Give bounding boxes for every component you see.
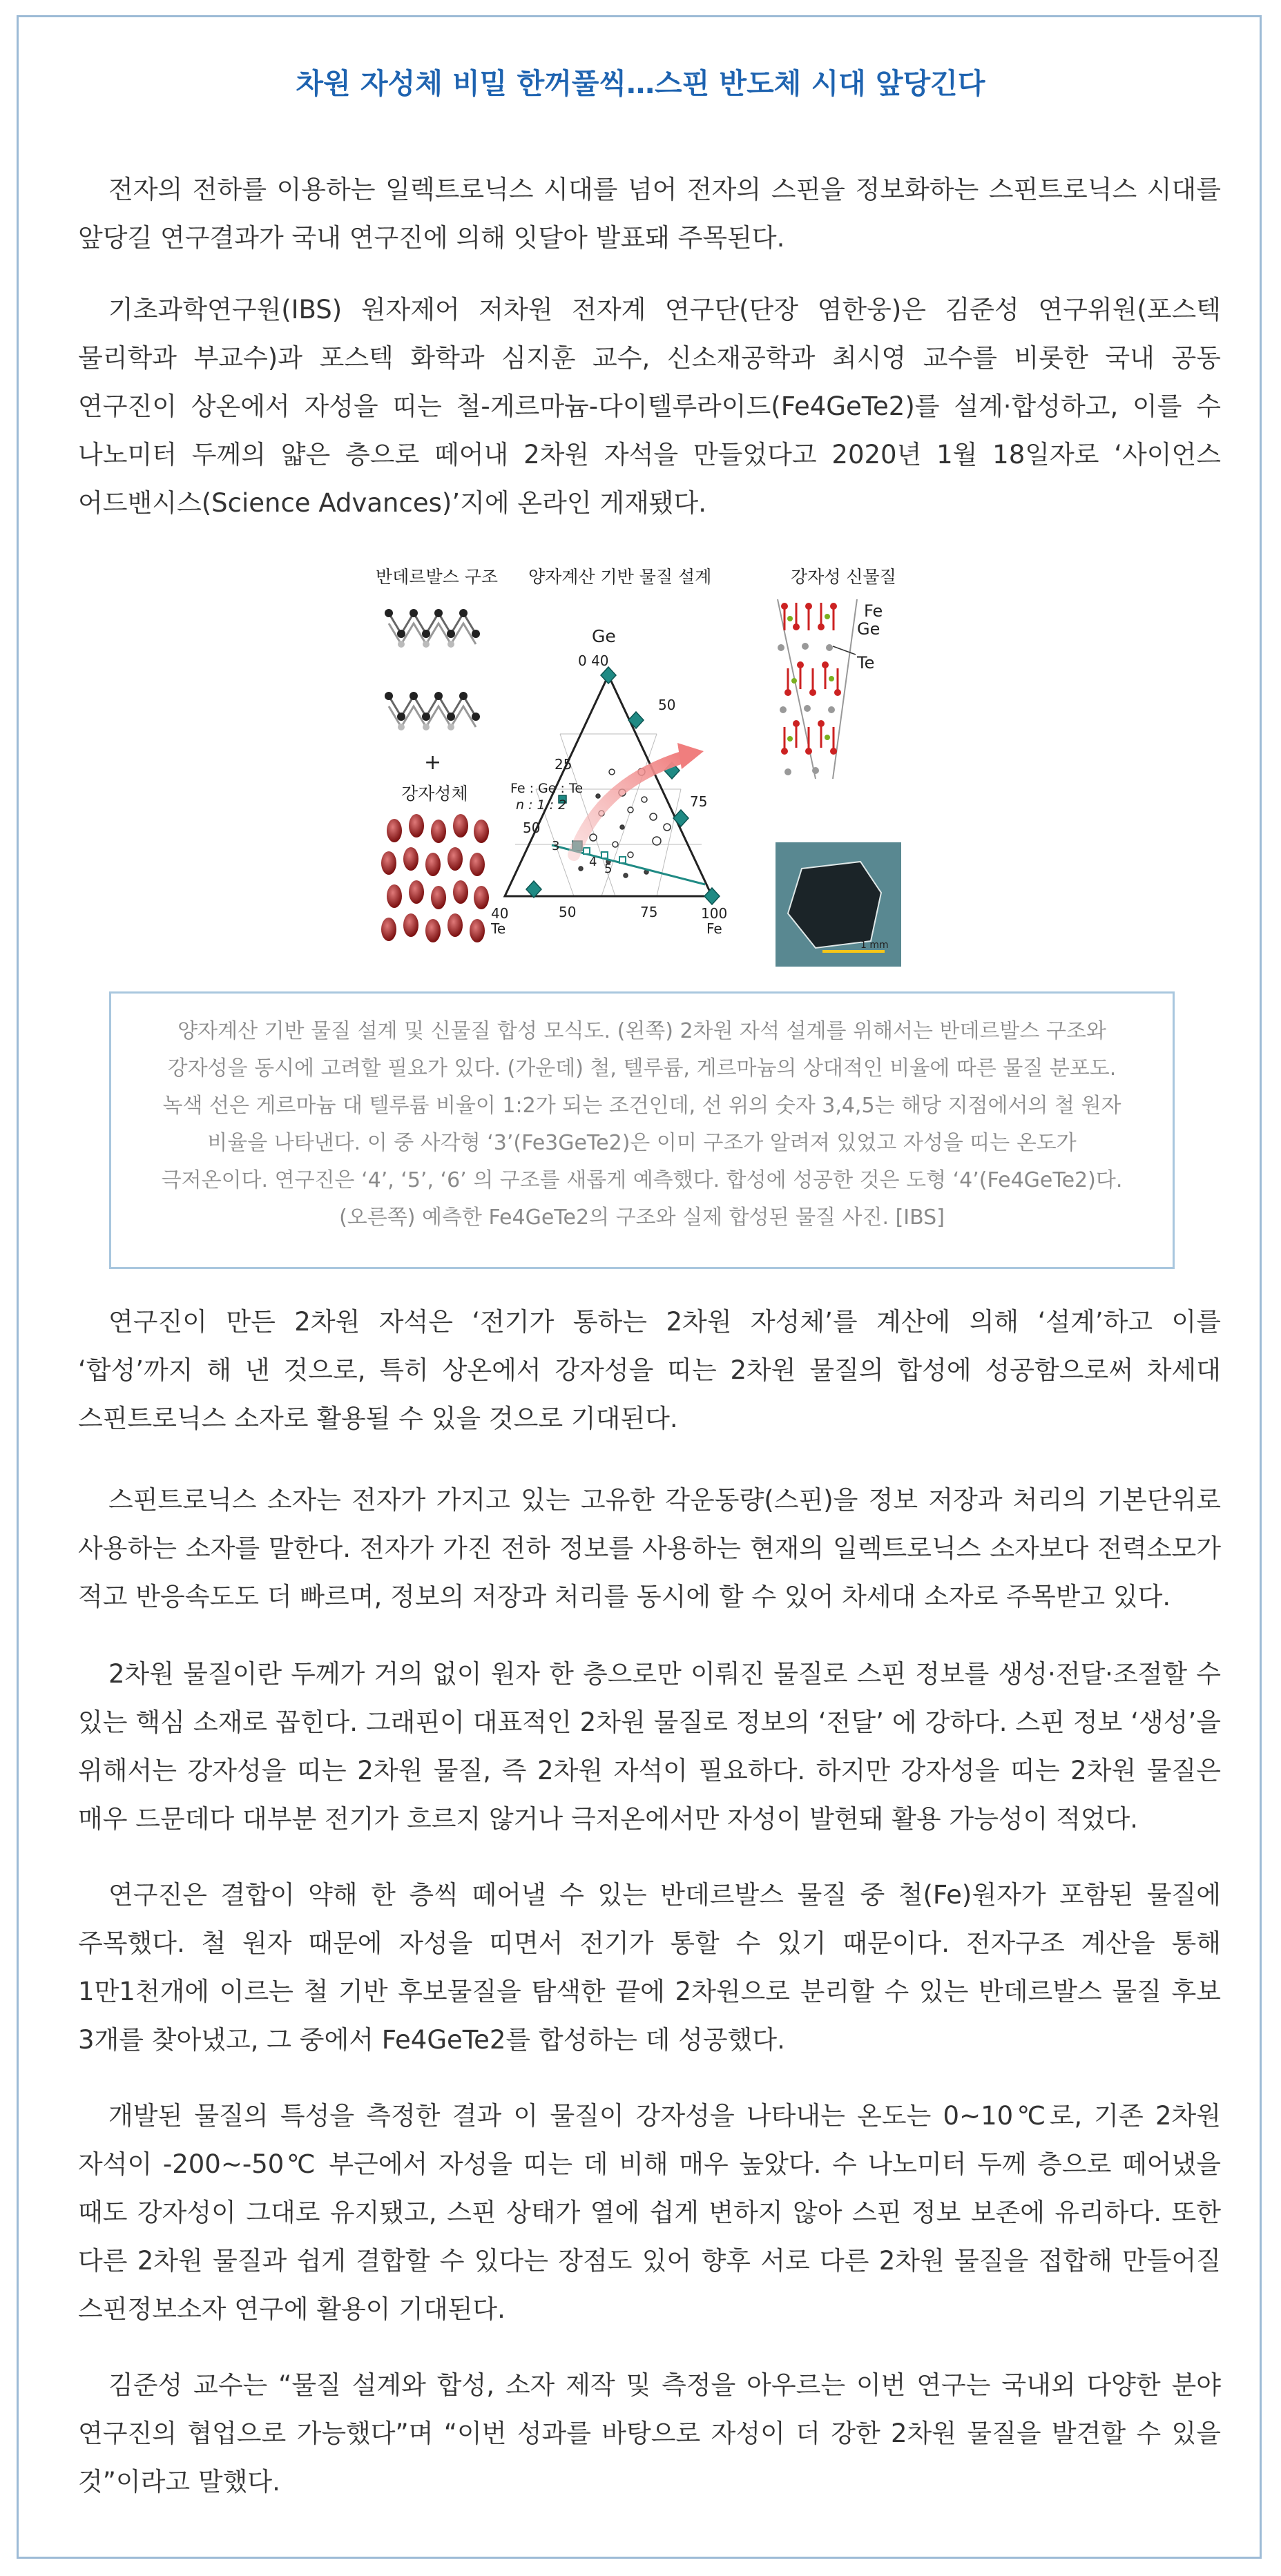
tick-75-right: 75 xyxy=(690,793,708,810)
paragraph-3: 연구진이 만든 2차원 자석은 ‘전기가 통하는 2차원 자성체’를 계산에 의해 ‘설계’하고 이를 ‘합성’까지 해 낸 것으로, 특히 상온에서 강자성을 띠는 2차원 물질의 합성에 성공함으로써 차세대 스핀트로닉스 소자로 활용될 수 있을 것으로 기대된다. xyxy=(78,1307,1221,1433)
ternary-top-values: 0 40 xyxy=(578,652,609,669)
legend-fe: Fe xyxy=(864,601,883,621)
paragraph-4: 스핀트로닉스 소자는 전자가 가지고 있는 고유한 각운동량(스핀)을 정보 저장과 처리의 기본단위로 사용하는 소자를 말한다. 전자가 가진 전하 정보를 사용하는 현재의 일렉트로닉스 소자보다 전력소모가 적고 반응속도도 더 빠르며, 정보의 저장과 처리를 동시에 할 수 있어 차세대 소자로 주목받고 있다. xyxy=(78,1485,1221,1611)
corner-te: Te xyxy=(491,920,506,937)
tick-50-right: 50 xyxy=(658,697,676,713)
tick-50-left: 50 xyxy=(523,820,541,836)
legend-te: Te xyxy=(857,653,875,672)
spin-array xyxy=(381,814,489,942)
caption-line: (오른쪽) 예측한 Fe4GeTe2의 구조와 실제 합성된 물질 사진. [IBS] xyxy=(339,1205,945,1230)
plus-sign: + xyxy=(424,750,442,775)
legend-te-pointer xyxy=(833,646,856,655)
caption-line: 극저온이다. 연구진은 ‘4’, ‘5’, ‘6’ 의 구조를 새롭게 예측했다. 합성에 성공한 것은 도형 ‘4’(Fe4GeTe2)다. xyxy=(161,1168,1123,1192)
caption-line: 녹색 선은 게르마늄 대 텔루륨 비율이 1:2가 되는 조건인데, 선 위의 숫자 3,4,5는 해당 지점에서의 철 원자 xyxy=(162,1094,1121,1118)
materials-design-figure xyxy=(374,565,905,972)
crystal-structure xyxy=(778,599,857,779)
caption-line: 강자성을 동시에 고려할 필요가 있다. (가운데) 철, 텔루륨, 게르마늄의 상대적인 비율에 따른 물질 분포도. xyxy=(167,1056,1117,1081)
corner-te-value: 40 xyxy=(491,905,509,922)
figure-caption xyxy=(109,991,1175,1269)
point-5: 5 xyxy=(604,862,613,876)
label-new-ferromagnet: 강자성 신물질 xyxy=(791,567,896,587)
paragraph-8: 김준성 교수는 “물질 설계와 합성, 소자 제작 및 측정을 아우르는 이번 연구는 국내외 다양한 분야 연구진의 협업으로 가능했다”며 “이번 성과를 바탕으로 자성이 더 강한 2차원 물질을 발견할 수 있을 것”이라고 말했다. xyxy=(78,2370,1221,2497)
point-4: 4 xyxy=(589,855,597,869)
ratio-values: n : 1 : 2 xyxy=(516,797,567,813)
label-van-der-waals: 반데르발스 구조 xyxy=(376,567,498,587)
paragraph-1: 전자의 전하를 이용하는 일렉트로닉스 시대를 넘어 전자의 스핀을 정보화하는 스핀트로닉스 시대를 앞당길 연구결과가 국내 연구진에 의해 잇달아 발표돼 주목된다. xyxy=(78,175,1221,253)
vdw-lattice-bottom xyxy=(389,696,476,727)
tick-75-bottom: 75 xyxy=(640,904,658,920)
legend-ge: Ge xyxy=(857,619,880,639)
vdw-lattice-top xyxy=(389,613,476,644)
paragraph-6: 연구진은 결합이 약해 한 층씩 떼어낼 수 있는 반데르발스 물질 중 철(Fe)원자가 포함된 물질에 주목했다. 철 원자 때문에 자성을 띠면서 전기가 통할 수 있기 때문이다. 전자구조 계산을 통해 1만1천개에 이르는 철 기반 후보물질을 탐색한 끝에 2차원으로 분리할 수 있는 반데르발스 물질 후보 3개를 찾아냈고, 그 중에서 Fe4GeTe2를 합성하는 데 성공했다. xyxy=(78,1880,1221,2055)
ternary-top-ge: Ge xyxy=(592,626,616,646)
ratio-label: Fe : Ge : Te xyxy=(510,781,584,796)
paragraph-7: 개발된 물질의 특성을 측정한 결과 이 물질이 강자성을 나타내는 온도는 0~10℃로, 기존 2차원 자석이 -200~-50℃ 부근에서 자성을 띠는 데 비해 매우 높았다. 수 나노미터 두께 층으로 떼어냈을 때도 강자성이 그대로 유지됐고, 스핀 상태가 열에 쉽게 변하지 않아 스핀 정보 보존에 유리하다. 또한 다른 2차원 물질과 쉽게 결합할 수 있다는 장점도 있어 향후 서로 다른 2차원 물질을 접합해 만들어질 스핀정보소자 연구에 활용이 기대된다. xyxy=(78,2101,1221,2324)
paragraph-2: 기초과학연구원(IBS) 원자제어 저차원 전자계 연구단(단장 염한웅)은 김준성 연구위원(포스텍 물리학과 부교수)과 포스텍 화학과 심지훈 교수, 신소재공학과 최시영 교수를 비롯한 국내 공동 연구진이 상온에서 자성을 띠는 철-게르마늄-다이텔루라이드(Fe4GeTe2)를 설계·합성하고, 이를 수 나노미터 두께의 얇은 층으로 떼어내 2차원 자석을 만들었다고 2020년 1월 18일자로 ‘사이언스 어드밴시스(Science Advances)’지에 온라인 게재됐다. xyxy=(78,295,1221,518)
tick-25: 25 xyxy=(555,756,572,773)
paragraph-5: 2차원 물질이란 두께가 거의 없이 원자 한 층으로만 이뤄진 물질로 스핀 정보를 생성·전달·조절할 수 있는 핵심 소재로 꼽힌다. 그래핀이 대표적인 2차원 물질로 정보의 ‘전달’ 에 강하다. 스핀 정보 ‘생성’을 위해서는 강자성을 띠는 2차원 물질, 즉 2차원 자석이 필요하다. 하지만 강자성을 띠는 2차원 물질은 매우 드문데다 대부분 전기가 흐르지 않거나 극저온에서만 자성이 발현돼 활용 가능성이 적었다. xyxy=(78,1659,1221,1834)
tick-50-bottom: 50 xyxy=(559,904,577,920)
label-quantum-design: 양자계산 기반 물질 설계 xyxy=(528,567,712,587)
corner-fe: Fe xyxy=(706,920,722,937)
label-ferromagnet: 강자성체 xyxy=(401,784,468,804)
corner-fe-value: 100 xyxy=(701,905,728,922)
article-title: 차원 자성체 비밀 한꺼풀씩…스핀 반도체 시대 앞당긴다 xyxy=(296,67,985,100)
point-3: 3 xyxy=(552,839,560,853)
caption-line: 양자계산 기반 물질 설계 및 신물질 합성 모식도. (왼쪽) 2차원 자석 설계를 위해서는 반데르발스 구조와 xyxy=(177,1019,1106,1043)
caption-line: 비율을 나타낸다. 이 중 사각형 ‘3’(Fe3GeTe2)은 이미 구조가 알려져 있었고 자성을 띠는 온도가 xyxy=(207,1131,1077,1155)
design-arrow-head xyxy=(677,743,704,769)
scale-bar-label: 1 mm xyxy=(860,940,889,951)
